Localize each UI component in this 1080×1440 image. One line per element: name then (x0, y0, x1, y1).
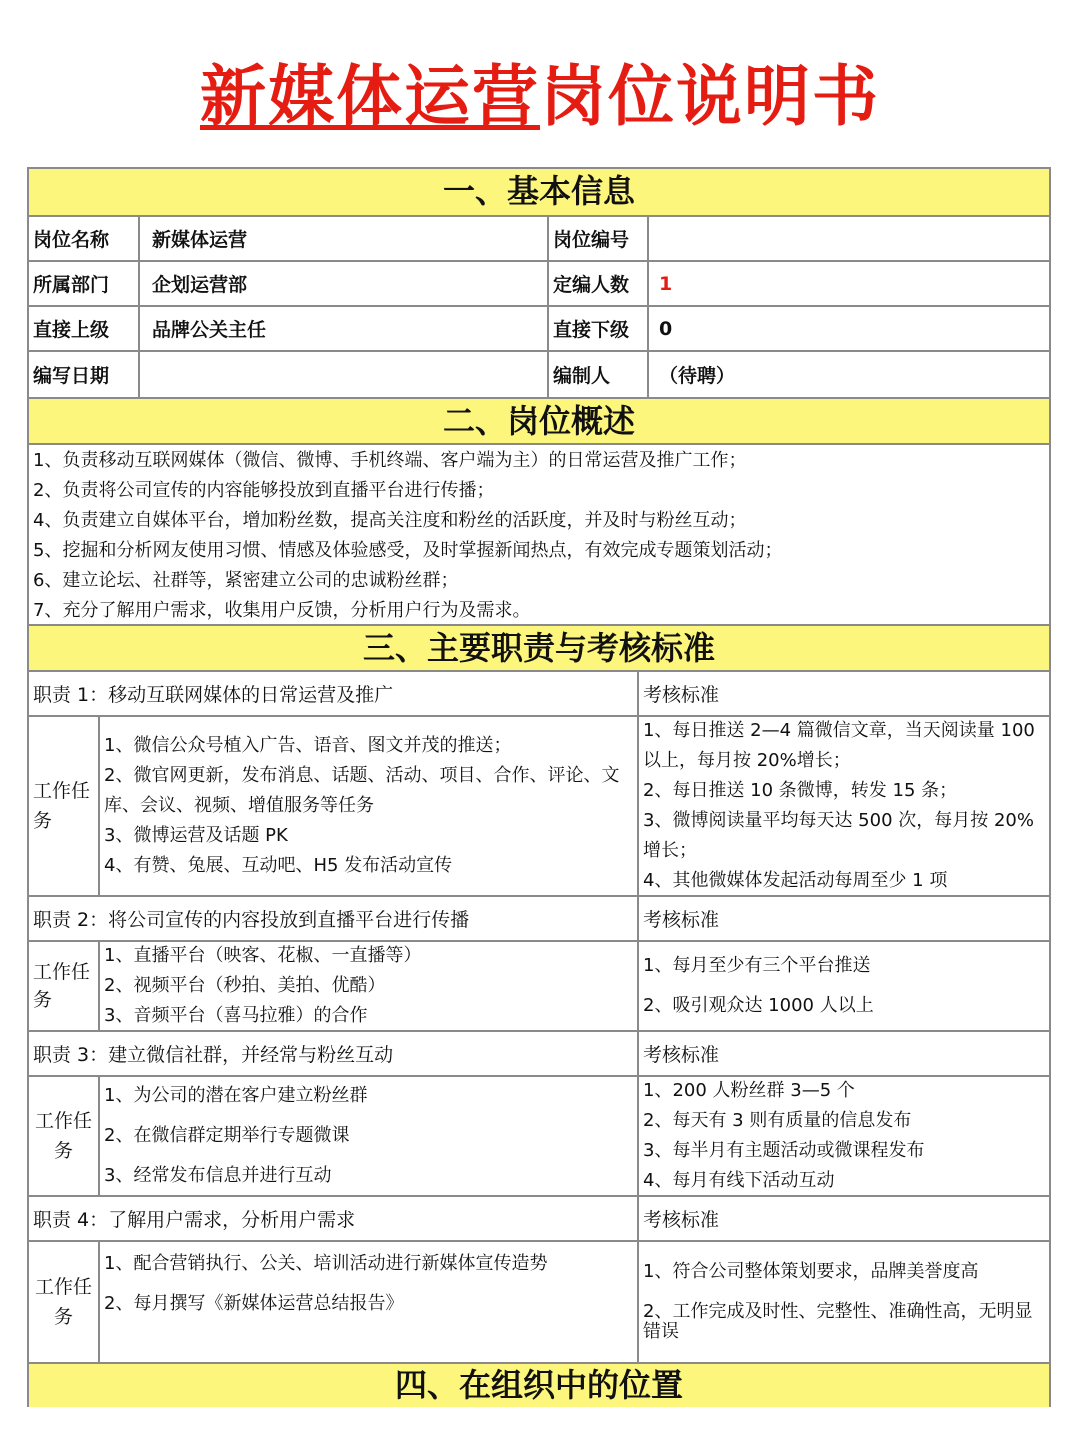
label-headcount: 定编人数 (549, 262, 649, 307)
value-write-date (140, 352, 549, 397)
overview-item: 6、建立论坛、社群等，紧密建立公司的忠诚粉丝群； (33, 570, 459, 591)
duty-standards: 1、符合公司整体策划要求，品牌美誉度高 2、工作完成及时性、完整性、准确性高，无明显错误 (643, 1261, 1033, 1342)
title-underlined: 新媒体运营 (200, 58, 540, 135)
value-direct-superior: 品牌公关主任 (140, 307, 549, 352)
duty-tasks: 1、微信公众号植入广告、语音、图文并茂的推送； 2、微官网更新，发布消息、话题、活动、项目、合作、评论、文库、会议、视频、增值服务等任务 3、微博运营及话题 PK 4、有赞、兔展、互动吧、H5 发布活动宣传 (100, 717, 639, 897)
overview-item: 1、负责移动互联网媒体（微信、微博、手机终端、客户端为主）的日常运营及推广工作； (33, 450, 747, 471)
duty-tasks: 1、配合营销执行、公关、培训活动进行新媒体宣传造势 2、每月撰写《新媒体运营总结报告》 (100, 1242, 639, 1362)
label-direct-subordinate: 直接下级 (549, 307, 649, 352)
overview-item: 2、负责将公司宣传的内容能够投放到直播平台进行传播； (33, 480, 495, 501)
value-position-name: 新媒体运营 (140, 217, 549, 262)
label-department: 所属部门 (29, 262, 140, 307)
duty-title: 职责 2：将公司宣传的内容投放到直播平台进行传播 (29, 897, 639, 942)
overview-item: 7、充分了解用户需求，收集用户反馈，分析用户行为及需求。 (33, 600, 531, 621)
title-rest: 岗位说明书 (540, 58, 880, 135)
value-direct-subordinate: 0 (649, 307, 1049, 352)
duty-standards: 1、每月至少有三个平台推送 2、吸引观众达 1000 人以上 (639, 942, 1049, 1032)
section1-heading: 一、基本信息 (29, 169, 1049, 217)
duty-tasks: 1、直播平台（映客、花椒、一直播等） 2、视频平台（秒拍、美拍、优酷） 3、音频平台（喜马拉雅）的合作 (100, 942, 639, 1032)
value-position-code (649, 217, 1049, 262)
section3-heading: 三、主要职责与考核标准 (29, 624, 1049, 672)
label-position-name: 岗位名称 (29, 217, 140, 262)
duty-title: 职责 3：建立微信社群，并经常与粉丝互动 (29, 1032, 639, 1077)
task-label: 工作任务 (29, 1242, 100, 1362)
duty-standard-label: 考核标准 (639, 1032, 1049, 1077)
label-author: 编制人 (549, 352, 649, 397)
label-direct-superior: 直接上级 (29, 307, 140, 352)
duty-standard-label: 考核标准 (639, 897, 1049, 942)
label-position-code: 岗位编号 (549, 217, 649, 262)
value-author: （待聘） (659, 365, 736, 387)
overview-list (33, 446, 1045, 624)
value-headcount: 1 (649, 262, 1049, 307)
duty-standard-label: 考核标准 (639, 1197, 1049, 1242)
label-write-date: 编写日期 (29, 352, 140, 397)
task-label: 工作任务 (29, 942, 100, 1032)
duty-standards: 1、每日推送 2—4 篇微信文章，当天阅读量 100 以上，每月按 20%增长； 2、每日推送 10 条微博，转发 15 条； 3、微博阅读量平均每天达 500 次，每月按 20%增长； 4、其他微媒体发起活动每周至少 1 项 (639, 717, 1049, 897)
duty-tasks: 1、为公司的潜在客户建立粉丝群 2、在微信群定期举行专题微课 3、经常发布信息并进行互动 (100, 1077, 639, 1197)
duty-standards: 1、200 人粉丝群 3—5 个 2、每天有 3 则有质量的信息发布 3、每半月有主题活动或微课程发布 4、每月有线下活动互动 (639, 1077, 1049, 1197)
task-label: 工作任务 (29, 717, 100, 897)
duty-title: 职责 4：了解用户需求，分析用户需求 (29, 1197, 639, 1242)
task-label: 工作任务 (29, 1077, 100, 1197)
value-department: 企划运营部 (140, 262, 549, 307)
duty-standard-label: 考核标准 (639, 672, 1049, 717)
page-title (0, 52, 1080, 142)
section2-heading: 二、岗位概述 (29, 397, 1049, 445)
section4-heading: 四、在组织中的位置 (29, 1362, 1049, 1407)
overview-item: 4、负责建立自媒体平台，增加粉丝数，提高关注度和粉丝的活跃度，并及时与粉丝互动； (33, 510, 747, 531)
duty-title: 职责 1：移动互联网媒体的日常运营及推广 (29, 672, 639, 717)
overview-item: 5、挖掘和分析网友使用习惯、情感及体验感受，及时掌握新闻热点，有效完成专题策划活动； (33, 540, 783, 561)
job-description-table (27, 167, 1051, 1407)
